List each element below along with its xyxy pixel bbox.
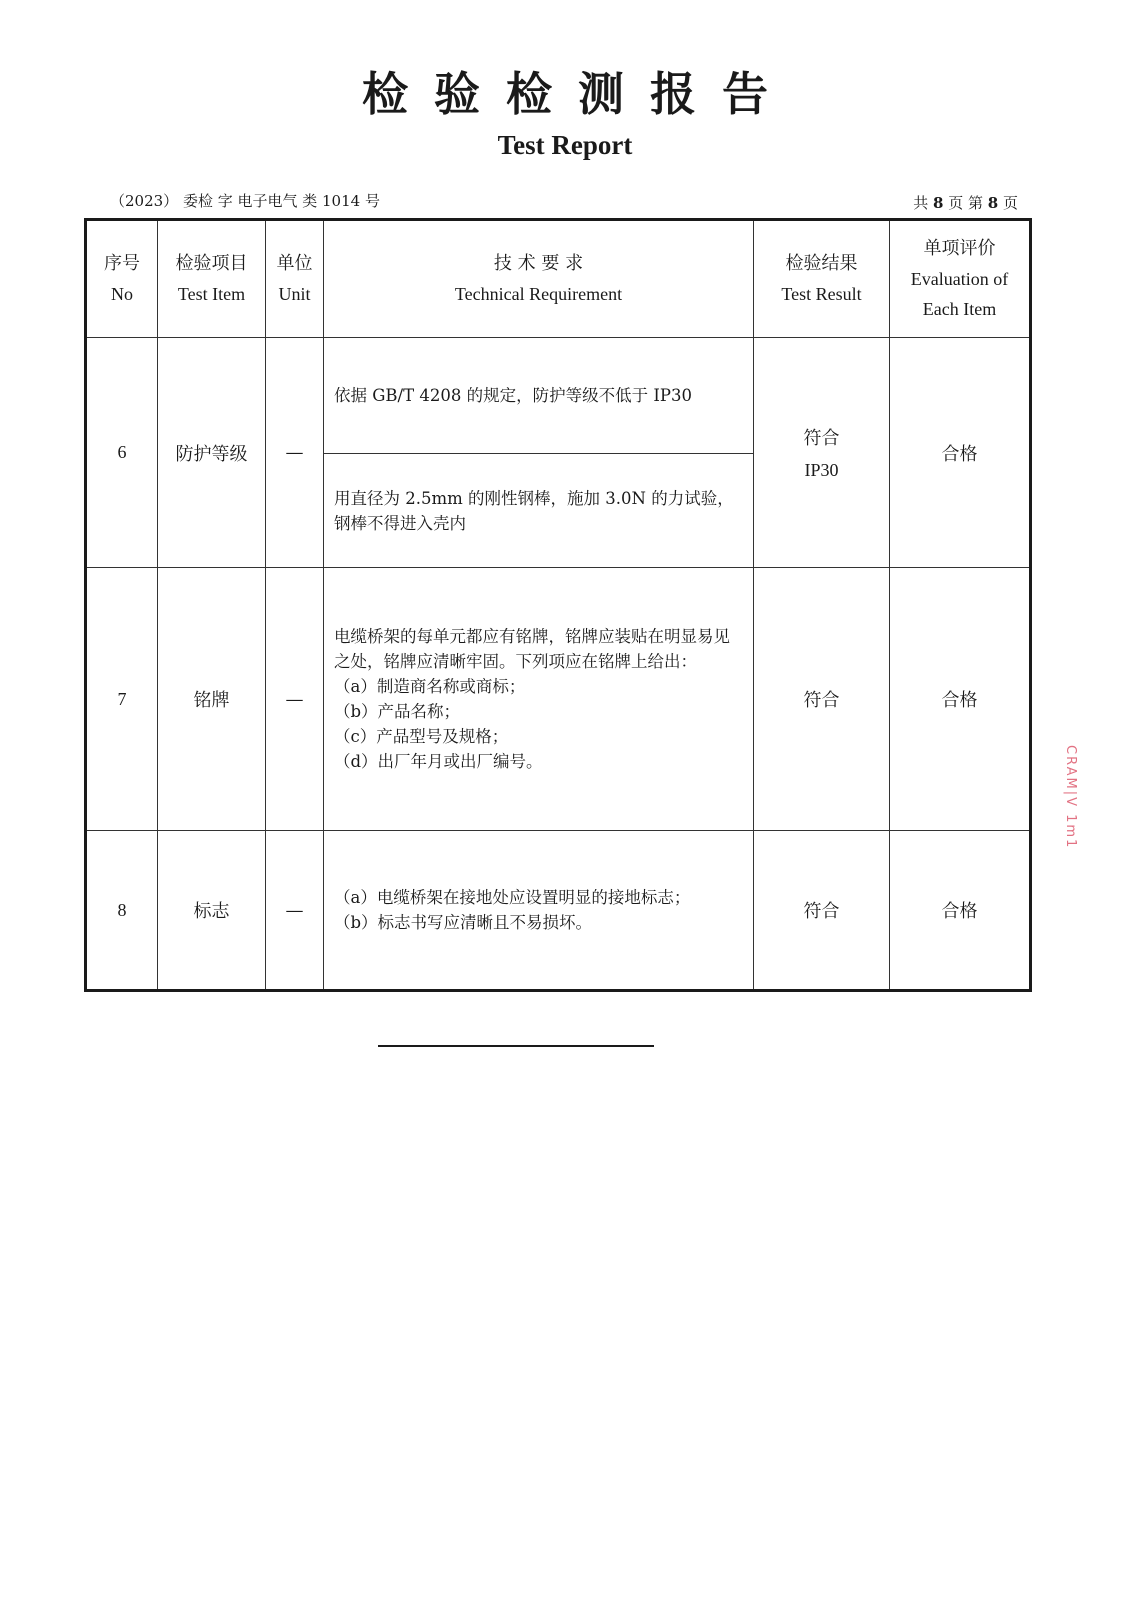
header-test-result-en: Test Result (781, 284, 862, 304)
header-unit (266, 220, 324, 338)
header-test-item (158, 220, 266, 338)
page-current: 8 (987, 194, 999, 212)
header-requirement (324, 220, 754, 338)
table-row-7 (86, 568, 1031, 831)
row-6-requirement-2: 用直径为 2.5mm 的刚性钢棒，施加 3.0N 的力试验，钢棒不得进入壳内 (324, 454, 754, 568)
header-test-item-en: Test Item (177, 284, 246, 304)
row-7-no: 7 (86, 568, 158, 831)
page-info-suffix: 页 (1002, 194, 1018, 212)
row-8-req-line: （a）电缆桥架在接地处应设置明显的接地标志； (334, 888, 691, 907)
page-info (913, 192, 1018, 213)
table-header-row (86, 220, 1031, 338)
table-row-6 (86, 338, 1031, 454)
row-6-item: 防护等级 (158, 338, 266, 568)
row-6-result-value: IP30 (804, 460, 839, 480)
header-test-result (754, 220, 890, 338)
header-test-item-cn: 检验项目 (175, 253, 248, 274)
header-no-cn: 序号 (104, 253, 140, 274)
row-8-unit: — (266, 831, 324, 991)
row-7-req-line: （b）产品名称； (334, 702, 461, 721)
row-7-evaluation: 合格 (890, 568, 1031, 831)
header-requirement-cn: 技 术 要 求 (493, 253, 584, 274)
header-evaluation-en-2: Each Item (922, 299, 997, 319)
row-8-requirement (324, 831, 754, 991)
seal-stamp-fragment: CRAM|V 1m1 (1063, 745, 1078, 850)
row-6-unit: — (266, 338, 324, 568)
row-8-no: 8 (86, 831, 158, 991)
row-8-req-line: （b）标志书写应清晰且不易损坏。 (334, 913, 593, 932)
page-total: 8 (932, 194, 944, 212)
row-7-req-line: （d）出厂年月或出厂编号。 (334, 752, 543, 771)
row-7-unit: — (266, 568, 324, 831)
report-title-cn: 检验检测报告 (362, 67, 794, 121)
row-7-result: 符合 (754, 568, 890, 831)
end-of-report-line (378, 1045, 654, 1047)
row-7-req-line: （c）产品型号及规格； (334, 727, 509, 746)
row-6-result-text: 符合 (803, 428, 840, 449)
report-number: （2023） 委检 字 电子电气 类 1014 号 (110, 192, 380, 210)
page-info-prefix: 共 (913, 194, 929, 212)
page-info-mid: 页 第 (948, 194, 983, 212)
header-evaluation-cn: 单项评价 (923, 238, 996, 259)
row-7-req-line: （a）制造商名称或商标； (334, 677, 526, 696)
report-title-en: Test Report (497, 130, 633, 160)
header-requirement-en: Technical Requirement (454, 284, 623, 304)
row-7-requirement (324, 568, 754, 831)
row-8-evaluation: 合格 (890, 831, 1031, 991)
row-6-evaluation: 合格 (890, 338, 1031, 568)
header-test-result-cn: 检验结果 (785, 253, 858, 274)
header-evaluation (890, 220, 1031, 338)
row-8-item: 标志 (158, 831, 266, 991)
table-row-8 (86, 831, 1031, 991)
row-7-item: 铭牌 (158, 568, 266, 831)
row-8-result: 符合 (754, 831, 890, 991)
test-report-table (84, 218, 1032, 992)
header-unit-cn: 单位 (276, 253, 313, 274)
row-6-requirement-1: 依据 GB/T 4208 的规定，防护等级不低于 IP30 (324, 338, 754, 454)
header-unit-en: Unit (278, 284, 311, 304)
row-7-req-line: 电缆桥架的每单元都应有铭牌，铭牌应装贴在明显易见之处，铭牌应清晰牢固。下列项应在铭牌上给出： (334, 627, 730, 671)
row-6-no: 6 (86, 338, 158, 568)
row-6-result (754, 338, 890, 568)
header-no (86, 220, 158, 338)
header-no-en: No (111, 284, 133, 304)
header-evaluation-en-1: Evaluation of (910, 269, 1009, 289)
